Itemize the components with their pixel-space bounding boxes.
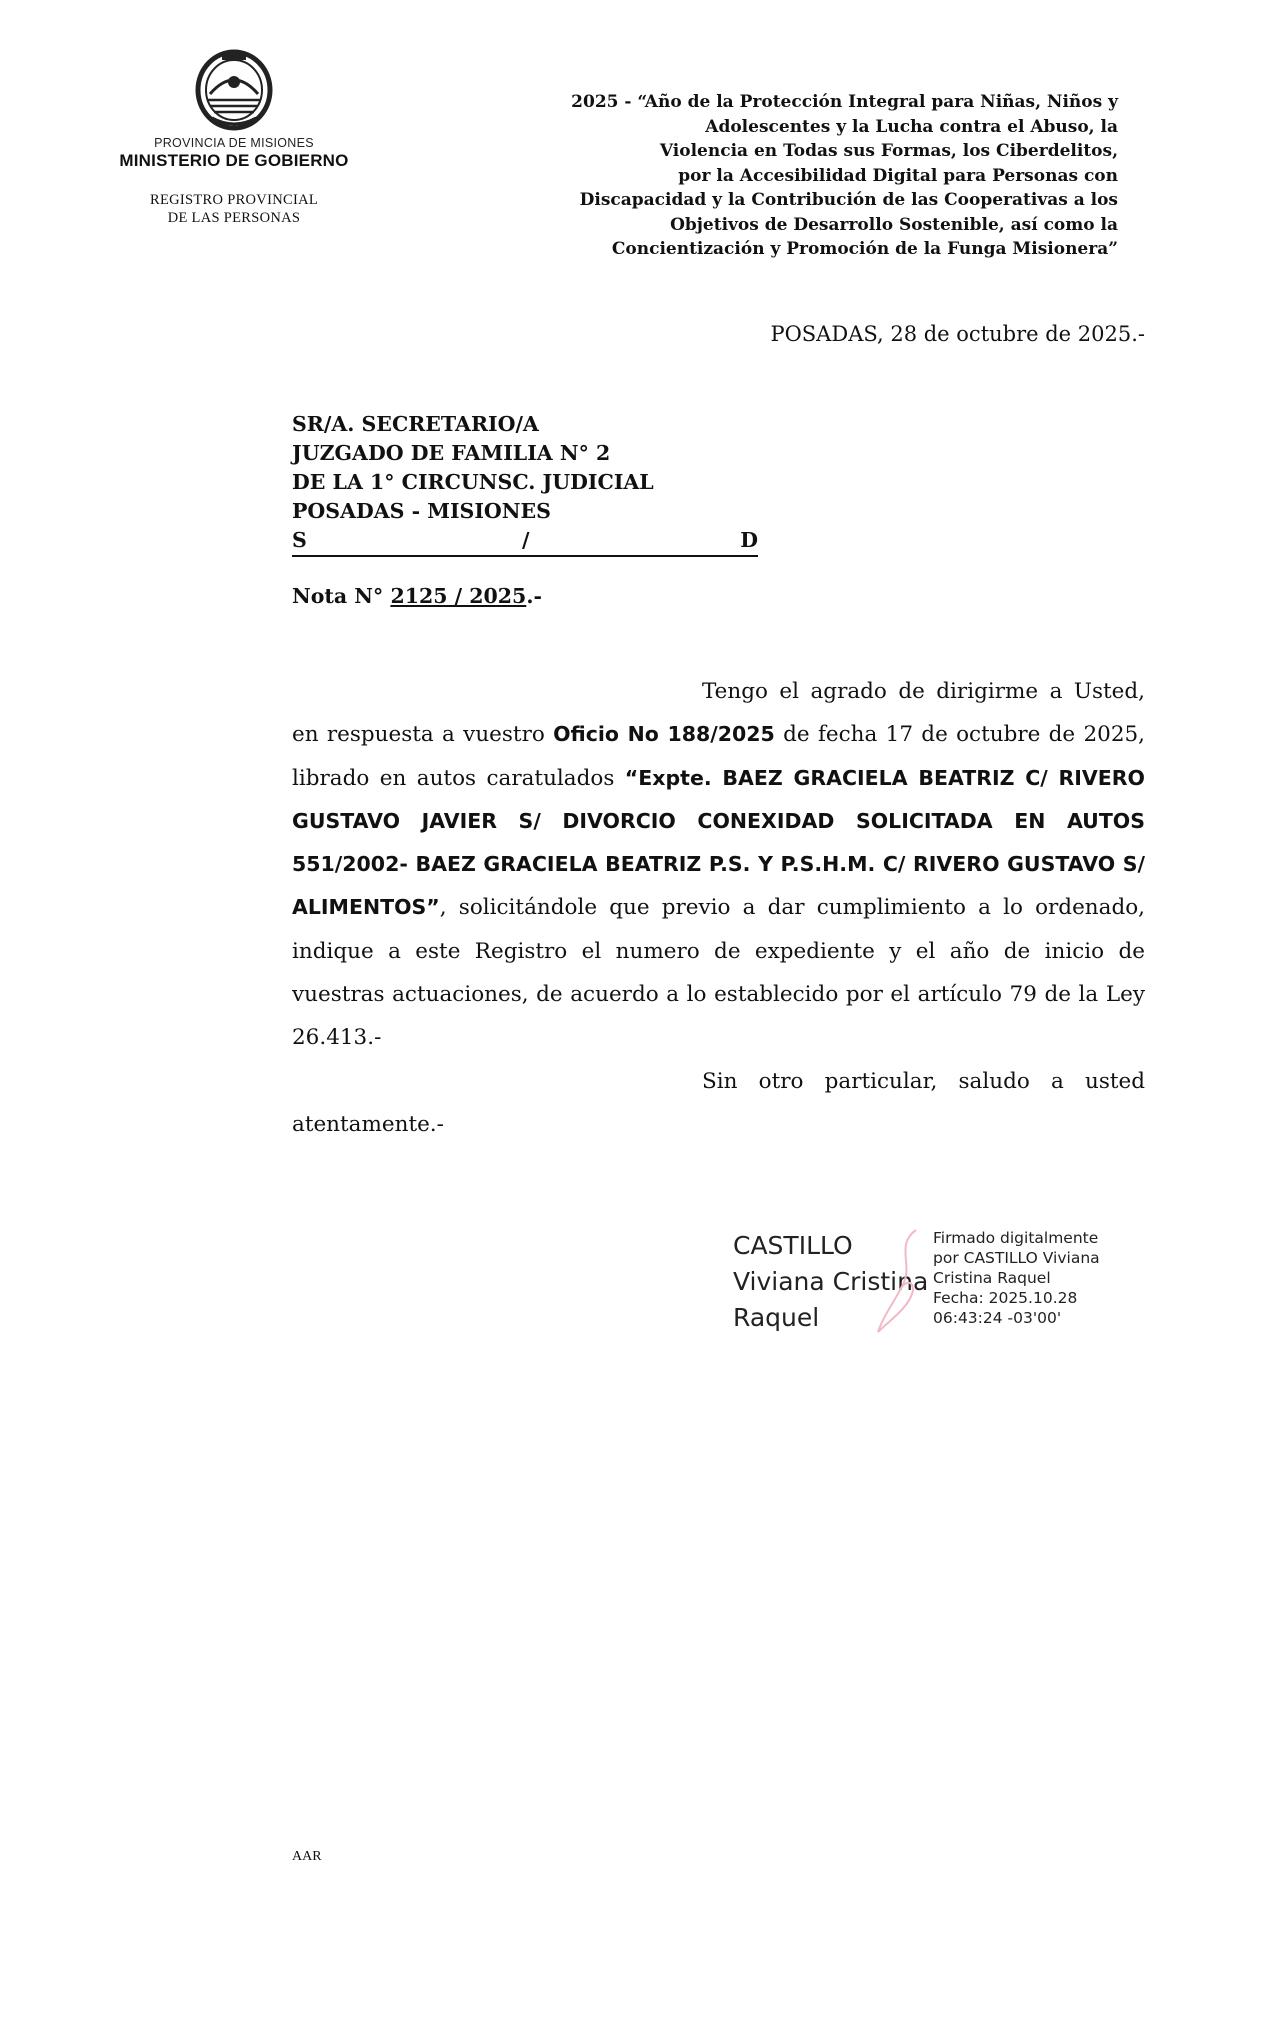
motto-line: Violencia en Todas sus Formas, los Ciberdelitos, [659,141,1118,161]
provincial-seal-logo [192,46,276,132]
addressee-line: JUZGADO DE FAMILIA N° 2 [292,441,611,465]
motto-line: por la Accesibilidad Digital para Personas con [678,165,1118,186]
body-text: , solicitándole que previo a dar cumplimiento a lo ordenado, indique a este Registro el numero de expediente y el año de inicio de vuestras actuaciones, de acuerdo a lo establecido por el artículo 79 de la Ley 26.413.- [292,895,1145,1051]
typist-initials: AAR [292,1849,322,1864]
signature-info-line: Cristina Raquel [933,1269,1051,1287]
case-title: “Expte. BAEZ GRACIELA BEATRIZ C/ RIVERO GUSTAVO JAVIER S/ DIVORCIO CONEXIDAD SOLICITADA EN AUTOS 551/2002- BAEZ GRACIELA BEATRIZ P.S. Y P.S.H.M. C/ RIVERO GUSTAVO S/ ALIMENTOS” [292,765,1145,920]
signer-name-line: Viviana Cristina [733,1267,929,1296]
year-motto [470,90,1118,262]
addressee-block [292,410,758,557]
digital-signature-info [933,1228,1100,1328]
letterhead [118,46,350,246]
registry-name [118,191,350,227]
addressee-line: POSADAS - MISIONES [292,499,551,523]
document-date: POSADAS, 28 de octubre de 2025.- [770,322,1145,346]
addressee-line: DE LA 1° CIRCUNSC. JUDICIAL [292,470,654,494]
province-name: PROVINCIA DE MISIONES [154,136,314,150]
signature-info-line: 06:43:24 -03'00' [933,1309,1062,1327]
registry-line: DE LAS PERSONAS [167,210,301,226]
note-label: Nota N° [292,584,384,608]
closing-paragraph: Sin otro particular, saludo a usted atentamente.- [292,1068,1145,1137]
signer-name-line: CASTILLO [733,1231,853,1260]
registry-line: REGISTRO PROVINCIAL [149,192,319,208]
motto-line: 2025 - “Año de la Protección Integral para Niñas, Niños y [571,92,1118,112]
sd-d: D [740,528,758,552]
note-suffix: .- [526,584,542,608]
body-text: Tengo el agrado de dirigirme a Usted, en respuesta a vuestro [292,679,1145,748]
motto-line: Adolescentes y la Lucha contra el Abuso, la [705,116,1118,137]
su-despacho-line [292,526,758,557]
signer-name-line: Raquel [733,1303,820,1332]
note-number-value: 2125 / 2025 [390,584,527,608]
oficio-reference: Oficio No 188/2025 [553,722,775,747]
signature-info-line: Firmado digitalmente [933,1229,1099,1247]
motto-line: Objetivos de Desarrollo Sostenible, así como la [670,214,1118,235]
addressee-line: SR/A. SECRETARIO/A [292,412,539,436]
signature-mark-icon [866,1224,936,1344]
body-paragraph [292,670,1145,1060]
body-text: de fecha 17 de octubre de 2025, librado en autos caratulados [292,722,1146,791]
sd-s: S [292,528,307,552]
motto-line: Concientización y Promoción de la Funga Misionera” [611,239,1118,259]
letter-body [292,670,1145,1146]
note-number [292,584,542,608]
ministry-name: MINISTERIO DE GOBIERNO [119,151,349,170]
signature-info-line: Fecha: 2025.10.28 [933,1289,1078,1307]
sd-slash: / [522,528,530,552]
motto-line: Discapacidad y la Contribución de las Cooperativas a los [579,190,1118,210]
signature-info-line: por CASTILLO Viviana [933,1249,1100,1267]
